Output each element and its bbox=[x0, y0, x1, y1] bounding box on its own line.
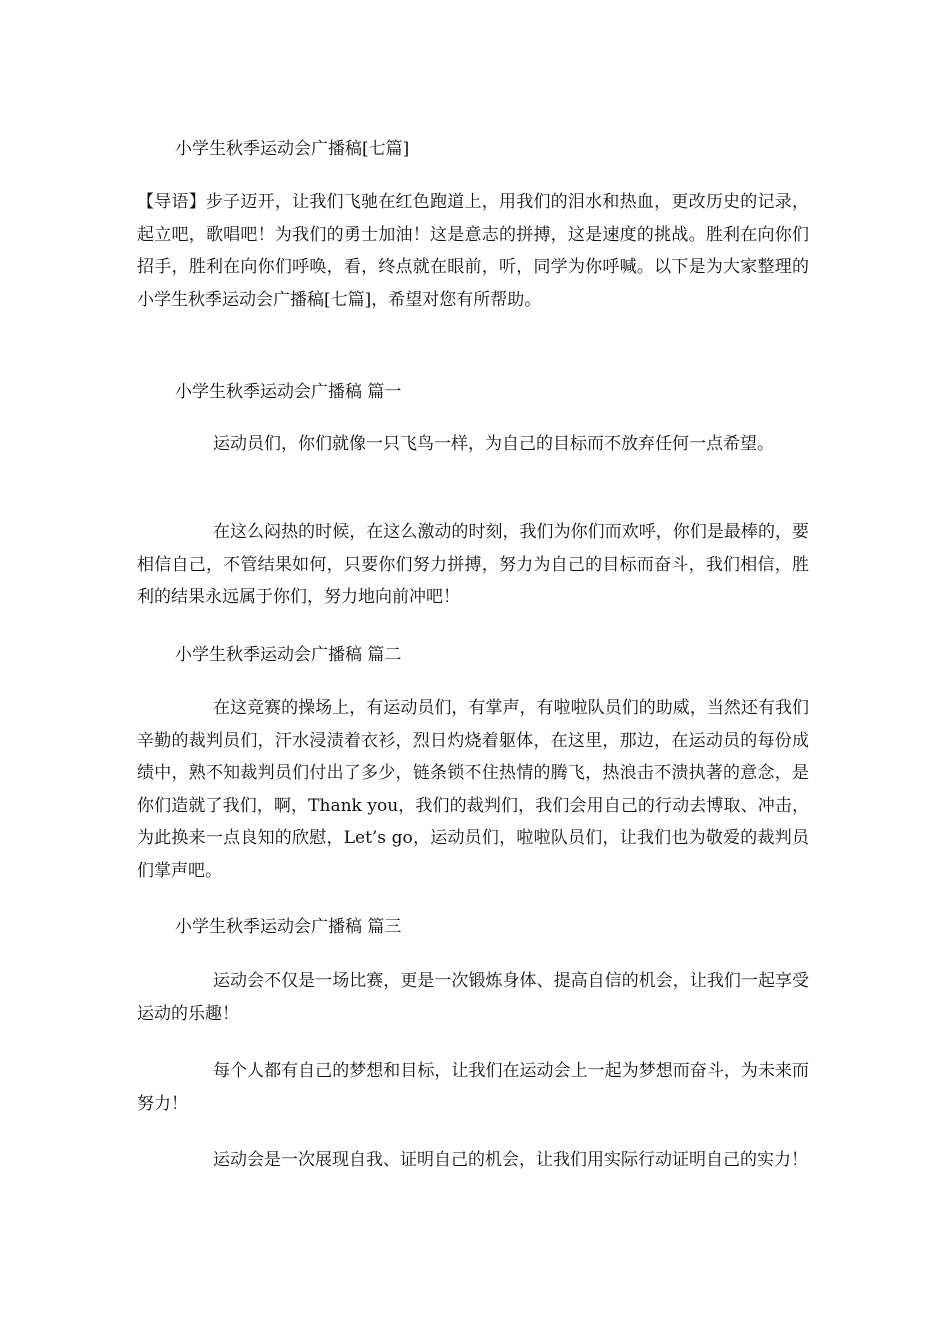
section-heading-3: 小学生秋季运动会广播稿 篇三 bbox=[175, 917, 402, 937]
section-3-paragraph-3: 运动会是一次展现自我、证明自己的机会，让我们用实际行动证明自己的实力！ bbox=[213, 1150, 808, 1170]
intro-paragraph: 【导语】步子迈开，让我们飞驰在红色跑道上，用我们的泪水和热血，更改历史的记录，起立吧，歌唱吧！为我们的勇士加油！这是意志的拼搏，这是速度的挑战。胜利在向你们招手，胜利在向你们呼唤，看，终点就在眼前，听，同学为你呼喊。以下是为大家整理的小学生秋季运动会广播稿[七篇]，希望对您有所帮助。 bbox=[137, 192, 809, 310]
section-3-paragraph-2: 每个人都有自己的梦想和目标，让我们在运动会上一起为梦想而奋斗，为未来而努力！ bbox=[137, 1061, 809, 1114]
document-title: 小学生秋季运动会广播稿[七篇] bbox=[175, 139, 410, 159]
section-heading-2: 小学生秋季运动会广播稿 篇二 bbox=[175, 645, 402, 665]
section-1-paragraph-1: 运动员们，你们就像一只飞鸟一样，为自己的目标而不放弃任何一点希望。 bbox=[213, 434, 774, 454]
section-heading-1: 小学生秋季运动会广播稿 篇一 bbox=[175, 382, 402, 402]
section-2-paragraph-1: 在这竞赛的操场上，有运动员们，有掌声，有啦啦队员们的助威，当然还有我们辛勤的裁判员们，汗水浸渍着衣衫，烈日灼烧着躯体，在这里，那边，在运动员的每份成绩中，熟不知裁判员们付出了多少，链条锁不住热情的腾飞，热浪击不溃执著的意念，是你们造就了我们，啊，Thank you，我们的裁判们，我们会用自己的行动去博取、冲击，为此换来一点良知的欣慰，Let’s go，运动员们，啦啦队员们，让我们也为敬爱的裁判员们掌声吧。 bbox=[137, 698, 809, 881]
section-3-paragraph-1: 运动会不仅是一场比赛，更是一次锻炼身体、提高自信的机会，让我们一起享受运动的乐趣！ bbox=[137, 971, 809, 1024]
section-1-paragraph-2: 在这么闷热的时候，在这么激动的时刻，我们为你们而欢呼，你们是最棒的，要相信自己，不管结果如何，只要你们努力拼搏，努力为自己的目标而奋斗，我们相信，胜利的结果永远属于你们，努力地向前冲吧！ bbox=[137, 522, 809, 607]
